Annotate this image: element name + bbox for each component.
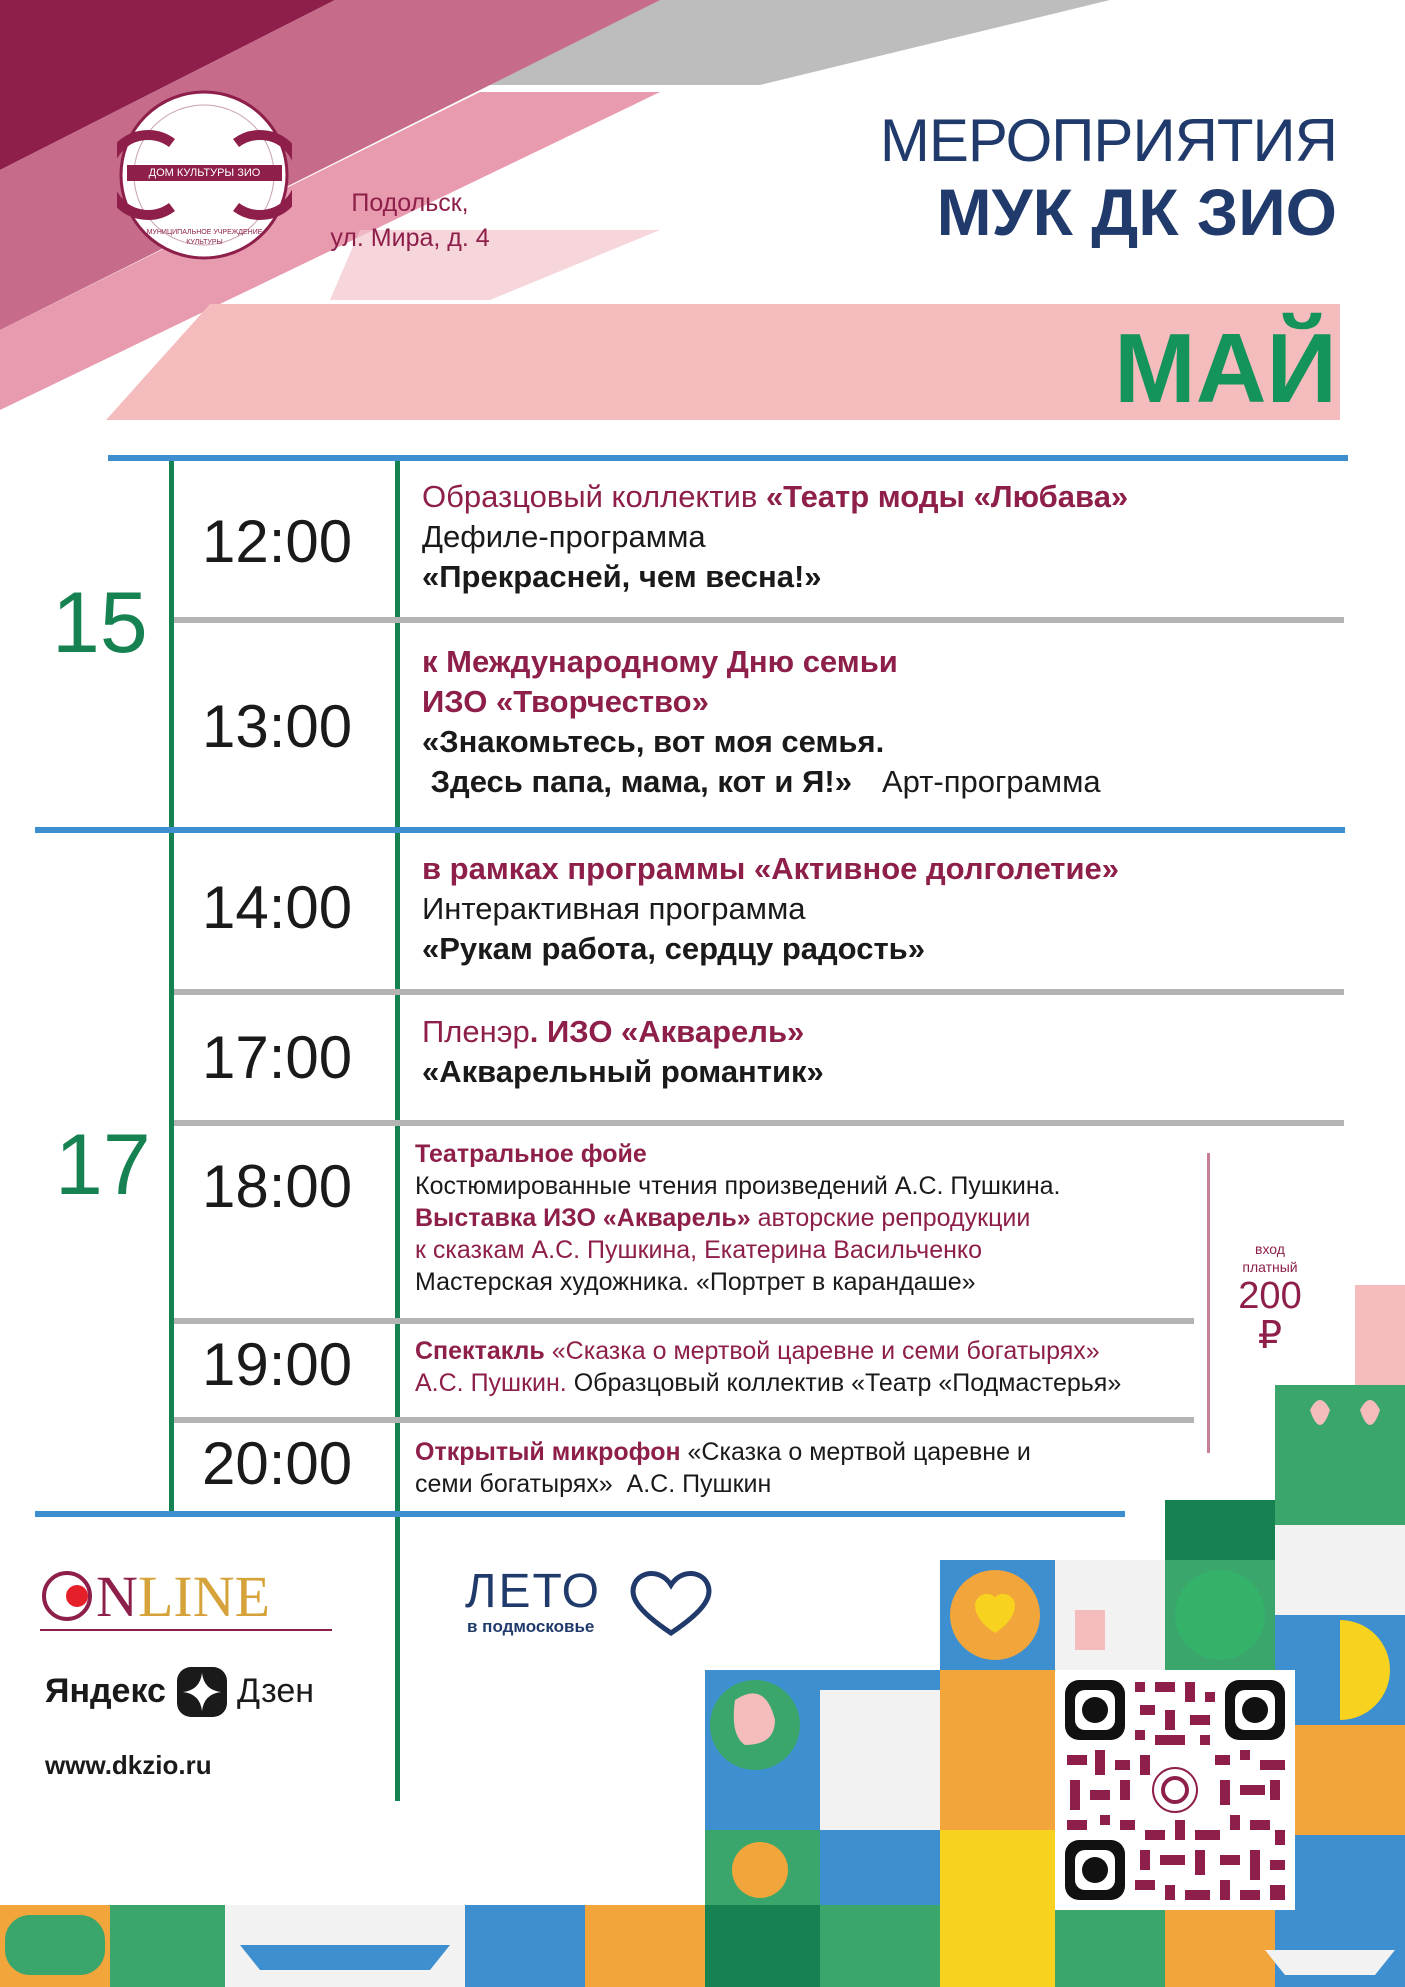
- event-time: 17:00: [202, 1024, 353, 1091]
- logo-text: ДОМ КУЛЬТУРЫ ЗИО: [127, 165, 282, 181]
- logo-ring-text: МУНИЦИПАЛЬНОЕ УЧРЕЖДЕНИЕ КУЛЬТУРЫ: [146, 229, 263, 246]
- event-title-cont: Здесь папа, мама, кот и Я!»: [422, 764, 852, 799]
- event-type: Дефиле-программа: [422, 519, 706, 554]
- event-title: «Сказка о мертвой царевне и: [680, 1438, 1031, 1466]
- event-title-cont: семи богатырях» А.С. Пушкин: [415, 1470, 772, 1498]
- event-type: Открытый микрофон: [415, 1438, 681, 1466]
- event-type: Пленэр: [422, 1014, 530, 1049]
- address-street: ул. Мира, д. 4: [330, 224, 490, 252]
- event-line: к сказкам А.С. Пушкина, Екатерина Васильченко: [415, 1236, 983, 1264]
- event-occasion: в рамках программы «Активное долголетие»: [422, 851, 1120, 886]
- price-currency: ₽: [1257, 1315, 1283, 1357]
- dzen-icon: [177, 1667, 227, 1717]
- event-time: 20:00: [202, 1430, 353, 1497]
- price-label: вход: [1255, 1241, 1285, 1257]
- page-title-line1: МЕРОПРИЯТИЯ: [879, 107, 1337, 174]
- event-line: Костюмированные чтения произведений А.С. Пушкина.: [415, 1172, 1061, 1200]
- event-org-name: . ИЗО «Акварель»: [529, 1014, 805, 1049]
- event-time: 18:00: [202, 1153, 353, 1220]
- event-title: «Знакомьтесь, вот моя семья.: [422, 724, 885, 759]
- event-line: Мастерская художника. «Портрет в карандаше»: [415, 1268, 976, 1296]
- event-description: [422, 1012, 1342, 1092]
- event-time: 12:00: [202, 508, 353, 575]
- event-org-name: «Театр моды «Любава»: [765, 479, 1129, 514]
- qr-code: [1055, 1670, 1295, 1910]
- logo: [117, 88, 292, 263]
- address-city: Подольск,: [351, 189, 469, 217]
- price-label: платный: [1242, 1259, 1298, 1275]
- day-label: 17: [55, 1117, 151, 1213]
- event-description: [415, 1138, 1205, 1298]
- event-org-name: ИЗО «Творчество»: [422, 684, 709, 719]
- event-type: Арт-программа: [881, 764, 1101, 799]
- event-title: «Рукам работа, сердцу радость»: [422, 931, 925, 966]
- online-o-icon: [40, 1569, 95, 1624]
- price-amount: 200: [1238, 1275, 1302, 1317]
- website-link[interactable]: www.dkzio.ru: [45, 1750, 212, 1780]
- event-org-name: Образцовый коллектив «Театр «Подмастерья»: [566, 1369, 1122, 1397]
- divider-row: [174, 1120, 1344, 1126]
- event-author: А.С. Пушкин.: [415, 1369, 567, 1397]
- divider-top: [108, 455, 1348, 461]
- event-occasion: к Международному Дню семьи: [422, 644, 898, 679]
- divider-row: [174, 617, 1344, 623]
- event-title: «Прекрасней, чем весна!»: [422, 559, 822, 594]
- yandex-text: Яндекс: [45, 1672, 166, 1710]
- online-letters: LINE: [138, 1564, 271, 1629]
- dzen-text: Дзен: [237, 1672, 315, 1710]
- event-org: Образцовый коллектив: [422, 479, 766, 514]
- divider-day: [35, 827, 1345, 833]
- month-label: МАЙ: [1114, 313, 1337, 423]
- page-title-line2: МУК ДК ЗИО: [936, 175, 1337, 249]
- event-description: [422, 477, 1322, 597]
- event-title: «Сказка о мертвой царевне и семи богатырях»: [544, 1337, 1100, 1365]
- event-time: 14:00: [202, 874, 353, 941]
- event-location: Театральное фойе: [415, 1140, 647, 1168]
- leto-logo: [465, 1565, 725, 1645]
- leto-subtext: в подмосковье: [467, 1617, 595, 1636]
- event-description: [422, 849, 1342, 969]
- event-exhibit: Выставка ИЗО «Акварель»: [415, 1204, 751, 1232]
- day-label: 15: [52, 575, 148, 671]
- event-title: «Акварельный романтик»: [422, 1054, 824, 1089]
- event-time: 13:00: [202, 693, 353, 760]
- leto-text: ЛЕТО: [465, 1565, 602, 1618]
- yandex-dzen-logo: [45, 1665, 345, 1720]
- event-type: Спектакль: [415, 1337, 545, 1365]
- heart-icon: [627, 1567, 715, 1637]
- online-underline: [40, 1629, 332, 1631]
- event-time: 19:00: [202, 1331, 353, 1398]
- address: [310, 186, 510, 256]
- event-type: Интерактивная программа: [422, 891, 806, 926]
- online-letter-n: N: [96, 1564, 138, 1629]
- event-exhibit-desc: авторские репродукции: [750, 1204, 1031, 1232]
- event-description: [422, 642, 1342, 802]
- online-logo: [40, 1565, 340, 1635]
- divider-row: [174, 989, 1344, 995]
